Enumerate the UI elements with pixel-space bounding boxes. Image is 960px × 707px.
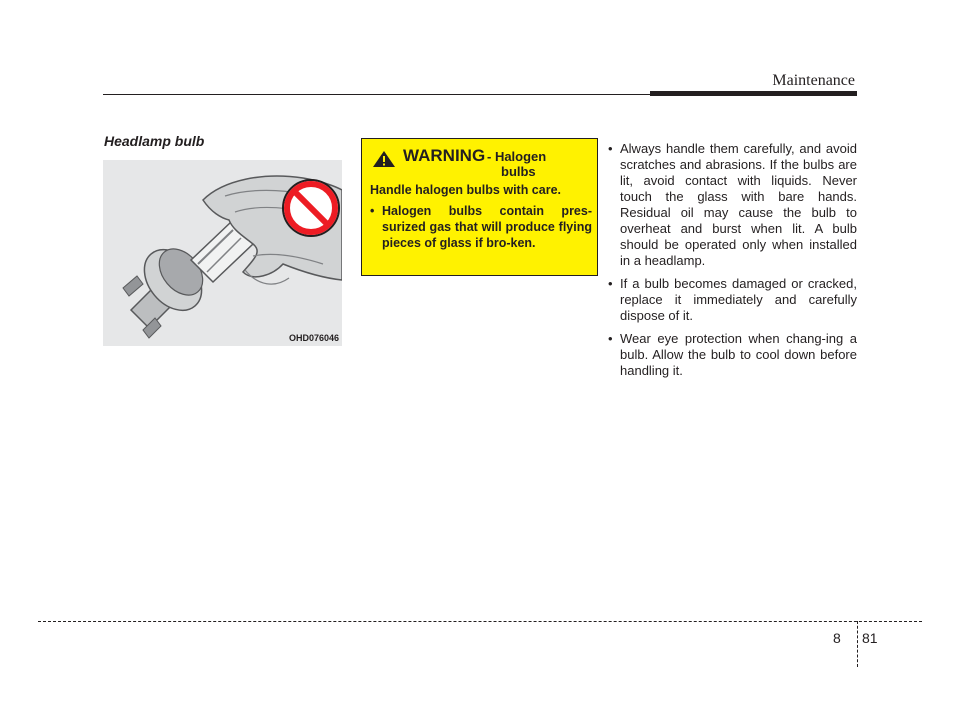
warning-subtitle-line2: bulbs: [501, 164, 536, 179]
no-touch-prohibition-icon: [283, 180, 339, 236]
bullet-dot: •: [370, 204, 375, 218]
list-item-text: Always handle them carefully, and avoid scratches and abrasions. If the bulbs are lit, avoid contact with liquids. Never touch the glass with bare hands. Residual oil may cause the bulb to overheat and burst when lit. A bulb should be operated only when installed in a headlamp.: [620, 141, 857, 268]
list-item: [605, 141, 857, 269]
list-item: [605, 331, 857, 379]
footer-rule: [38, 621, 922, 622]
bullet-dot: •: [608, 141, 613, 156]
section-title: Headlamp bulb: [104, 133, 205, 149]
warning-intro: Handle halogen bulbs with care.: [370, 183, 562, 197]
warning-word: WARNING: [403, 146, 486, 165]
headlamp-bulb-figure: [103, 160, 342, 346]
chapter-number: 8: [833, 630, 841, 646]
footer-divider: [857, 621, 858, 667]
list-item: [605, 276, 857, 324]
warning-bullet: [370, 203, 592, 251]
bullet-dot: •: [608, 331, 613, 346]
warning-triangle-icon: [372, 150, 396, 168]
warning-box: [361, 138, 598, 276]
header-title: Maintenance: [772, 72, 855, 89]
header-rule-accent: [650, 91, 857, 96]
instructions-list: [605, 141, 857, 386]
page-number: 81: [862, 630, 878, 646]
hand-holding-bulb-illustration: [103, 160, 342, 346]
bullet-dot: •: [608, 276, 613, 291]
warning-subtitle-line1: - Halogen: [487, 149, 547, 164]
warning-bullet-text: Halogen bulbs contain pres-surized gas that will produce flying pieces of glass if bro-ken.: [382, 204, 592, 250]
figure-code: OHD076046: [288, 333, 339, 343]
list-item-text: Wear eye protection when chang-ing a bulb. Allow the bulb to cool down before handling it.: [620, 331, 857, 378]
list-item-text: If a bulb becomes damaged or cracked, replace it immediately and carefully dispose of it.: [620, 276, 857, 323]
